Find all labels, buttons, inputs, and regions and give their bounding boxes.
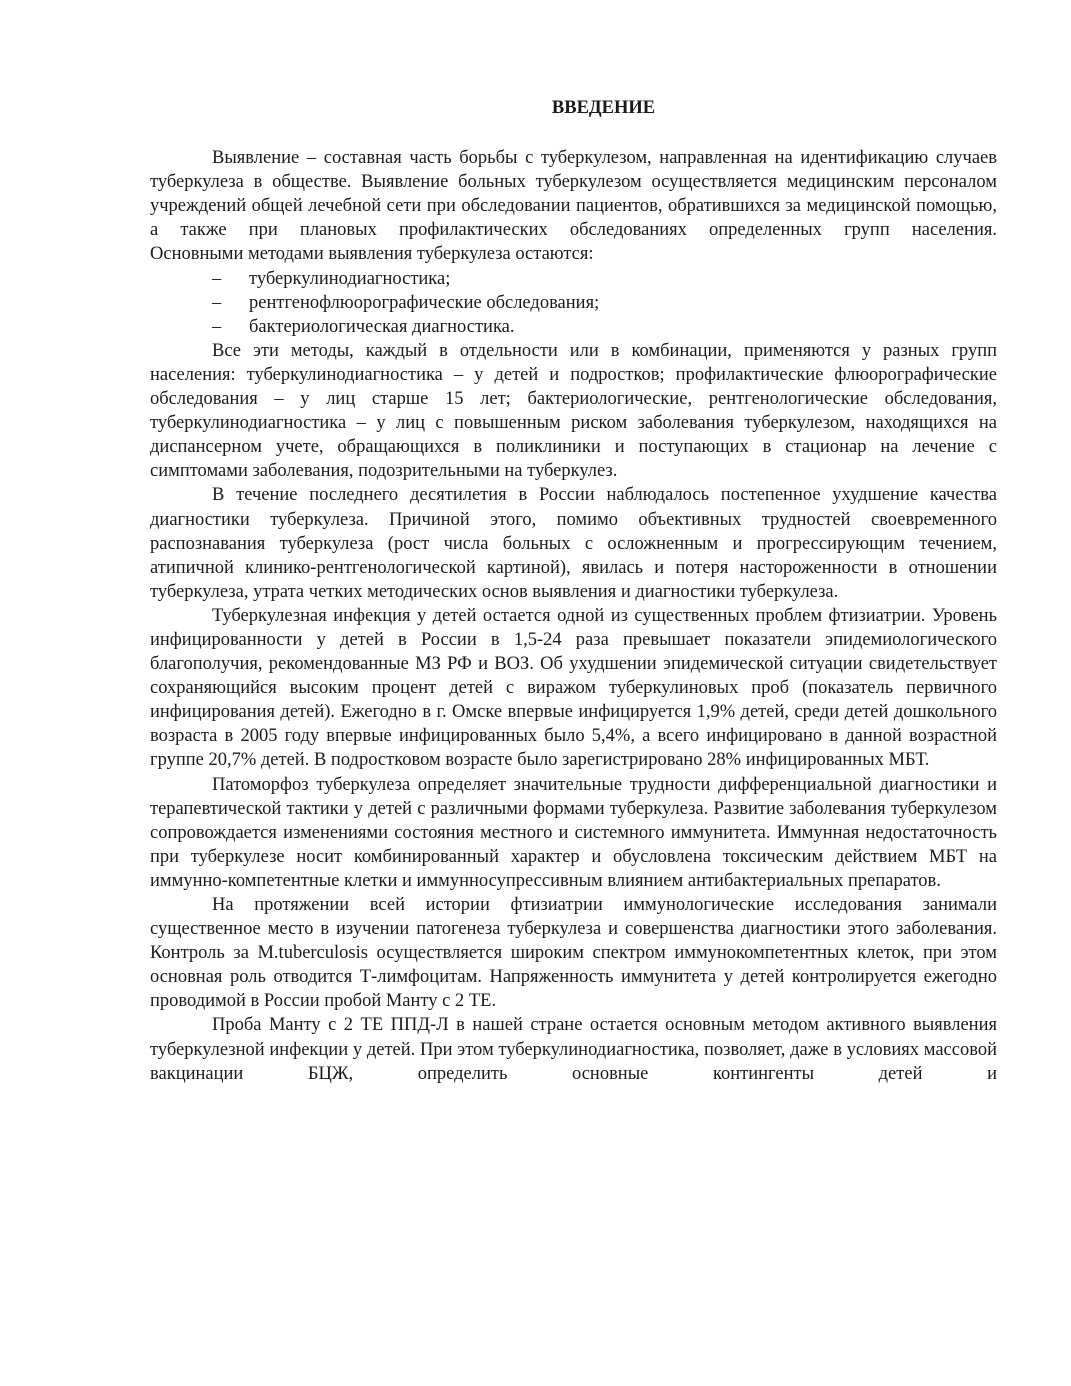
list-item-text: туберкулинодиагностика; [249, 268, 451, 289]
dash-marker: – [212, 316, 222, 337]
paragraph-pathomorphosis: Патоморфоз туберкулеза определяет значительные трудности дифференциальной диагностики и терапевтической тактики у детей с различными формами туберкулеза. Развитие заболевания туберкулезом сопровождается изменениями состояния местного и системного иммунитета. Иммунная недостаточность при туберкулезе носит комбинированный характер и обусловлена токсическим действием МБТ на иммунно-компетентные клетки и иммунносупрессивным влиянием антибактериальных препаратов. [150, 774, 997, 891]
paragraph-detection-definition: Выявление – составная часть борьбы с туберкулезом, направленная на идентификацию случаев туберкулеза в обществе. Выявление больных туберкулезом осуществляется медицинским персоналом учреждений общей лечебной сети при обследовании пациентов, обратившихся за медицинской помощью, а также при плановых профилактических обследованиях определенных групп населения. [150, 148, 997, 241]
paragraph-children-infection: Туберкулезная инфекция у детей остается одной из существенных проблем фтизиатрии. Уровень инфицированности у детей в России в 1,5-24 раза превышает показатели эпидемиологического благополучия, рекомендованные МЗ РФ и ВОЗ. Об ухудшении эпидемической ситуации свидетельствует сохраняющийся высоким процент детей с виражом туберкулиновых проб (показатель первичного инфицирования детей). Ежегодно в г. Омске впервые инфицируется 1,9% детей, среди детей дошкольного возраста в 2005 году впервые инфицированных было 5,4%, а всего инфицировано в данной возрастной группе 20,7% детей. В подростковом возрасте было зарегистрировано 28% инфицированных МБТ. [150, 605, 997, 771]
dash-marker: – [212, 268, 222, 289]
list-item [150, 267, 997, 291]
page-title: ВВЕДЕНИЕ [551, 98, 656, 118]
paragraph-diagnostics-decline: В течение последнего десятилетия в России наблюдалось постепенное ухудшение качества диагностики туберкулеза. Причиной этого, помимо объективных трудностей своевременного распознавания туберкулеза (рост числа больных с осложненным и прогрессирующим течением, атипичной клинико-рентгенологической картиной), явилась и потеря настороженности в отношении туберкулеза, утрата четких методических основ выявления и диагностики туберкулеза. [150, 485, 997, 602]
methods-list [150, 267, 997, 339]
paragraph-mantoux-test: Проба Манту с 2 ТЕ ППД-Л в нашей стране остается основным методом активного выявления туберкулезной инфекции у детей. При этом туберкулинодиагностика, позволяет, даже в условиях массовой вакцинации БЦЖ, определить основные контингенты детей и [150, 1015, 997, 1084]
list-item-text: бактериологическая диагностика. [249, 316, 515, 337]
document-page [150, 96, 997, 1086]
dash-marker: – [212, 292, 222, 313]
list-item-text: рентгенофлюорографические обследования; [249, 292, 600, 313]
paragraph-methods-usage: Все эти методы, каждый в отдельности или в комбинации, применяются у разных групп населения: туберкулинодиагностика – у детей и подростков; профилактические флюорографические обследования – у лиц старше 15 лет; бактериологические, рентгенологические обследования, туберкулинодиагностика – у лиц с повышенным риском заболевания туберкулезом, находящихся на диспансерном учете, обращающихся в поликлиники и поступающих в стационар на лечение с симптомами заболевания, подозрительными на туберкулез. [150, 340, 997, 482]
paragraph-methods-intro: Основными методами выявления туберкулеза остаются: [150, 244, 594, 265]
list-item [150, 315, 997, 339]
list-item [150, 291, 997, 315]
paragraph-immunology-history: На протяжении всей истории фтизиатрии иммунологические исследования занимали существенное место в изучении патогенеза туберкулеза и совершенства диагностики этого заболевания. Контроль за M.tuberculosis осуществляется широким спектром иммунокомпетентных клеток, при этом основная роль отводится Т-лимфоцитам. Напряженность иммунитета у детей контролируется ежегодно проводимой в России пробой Манту с 2 ТЕ. [150, 895, 997, 1012]
